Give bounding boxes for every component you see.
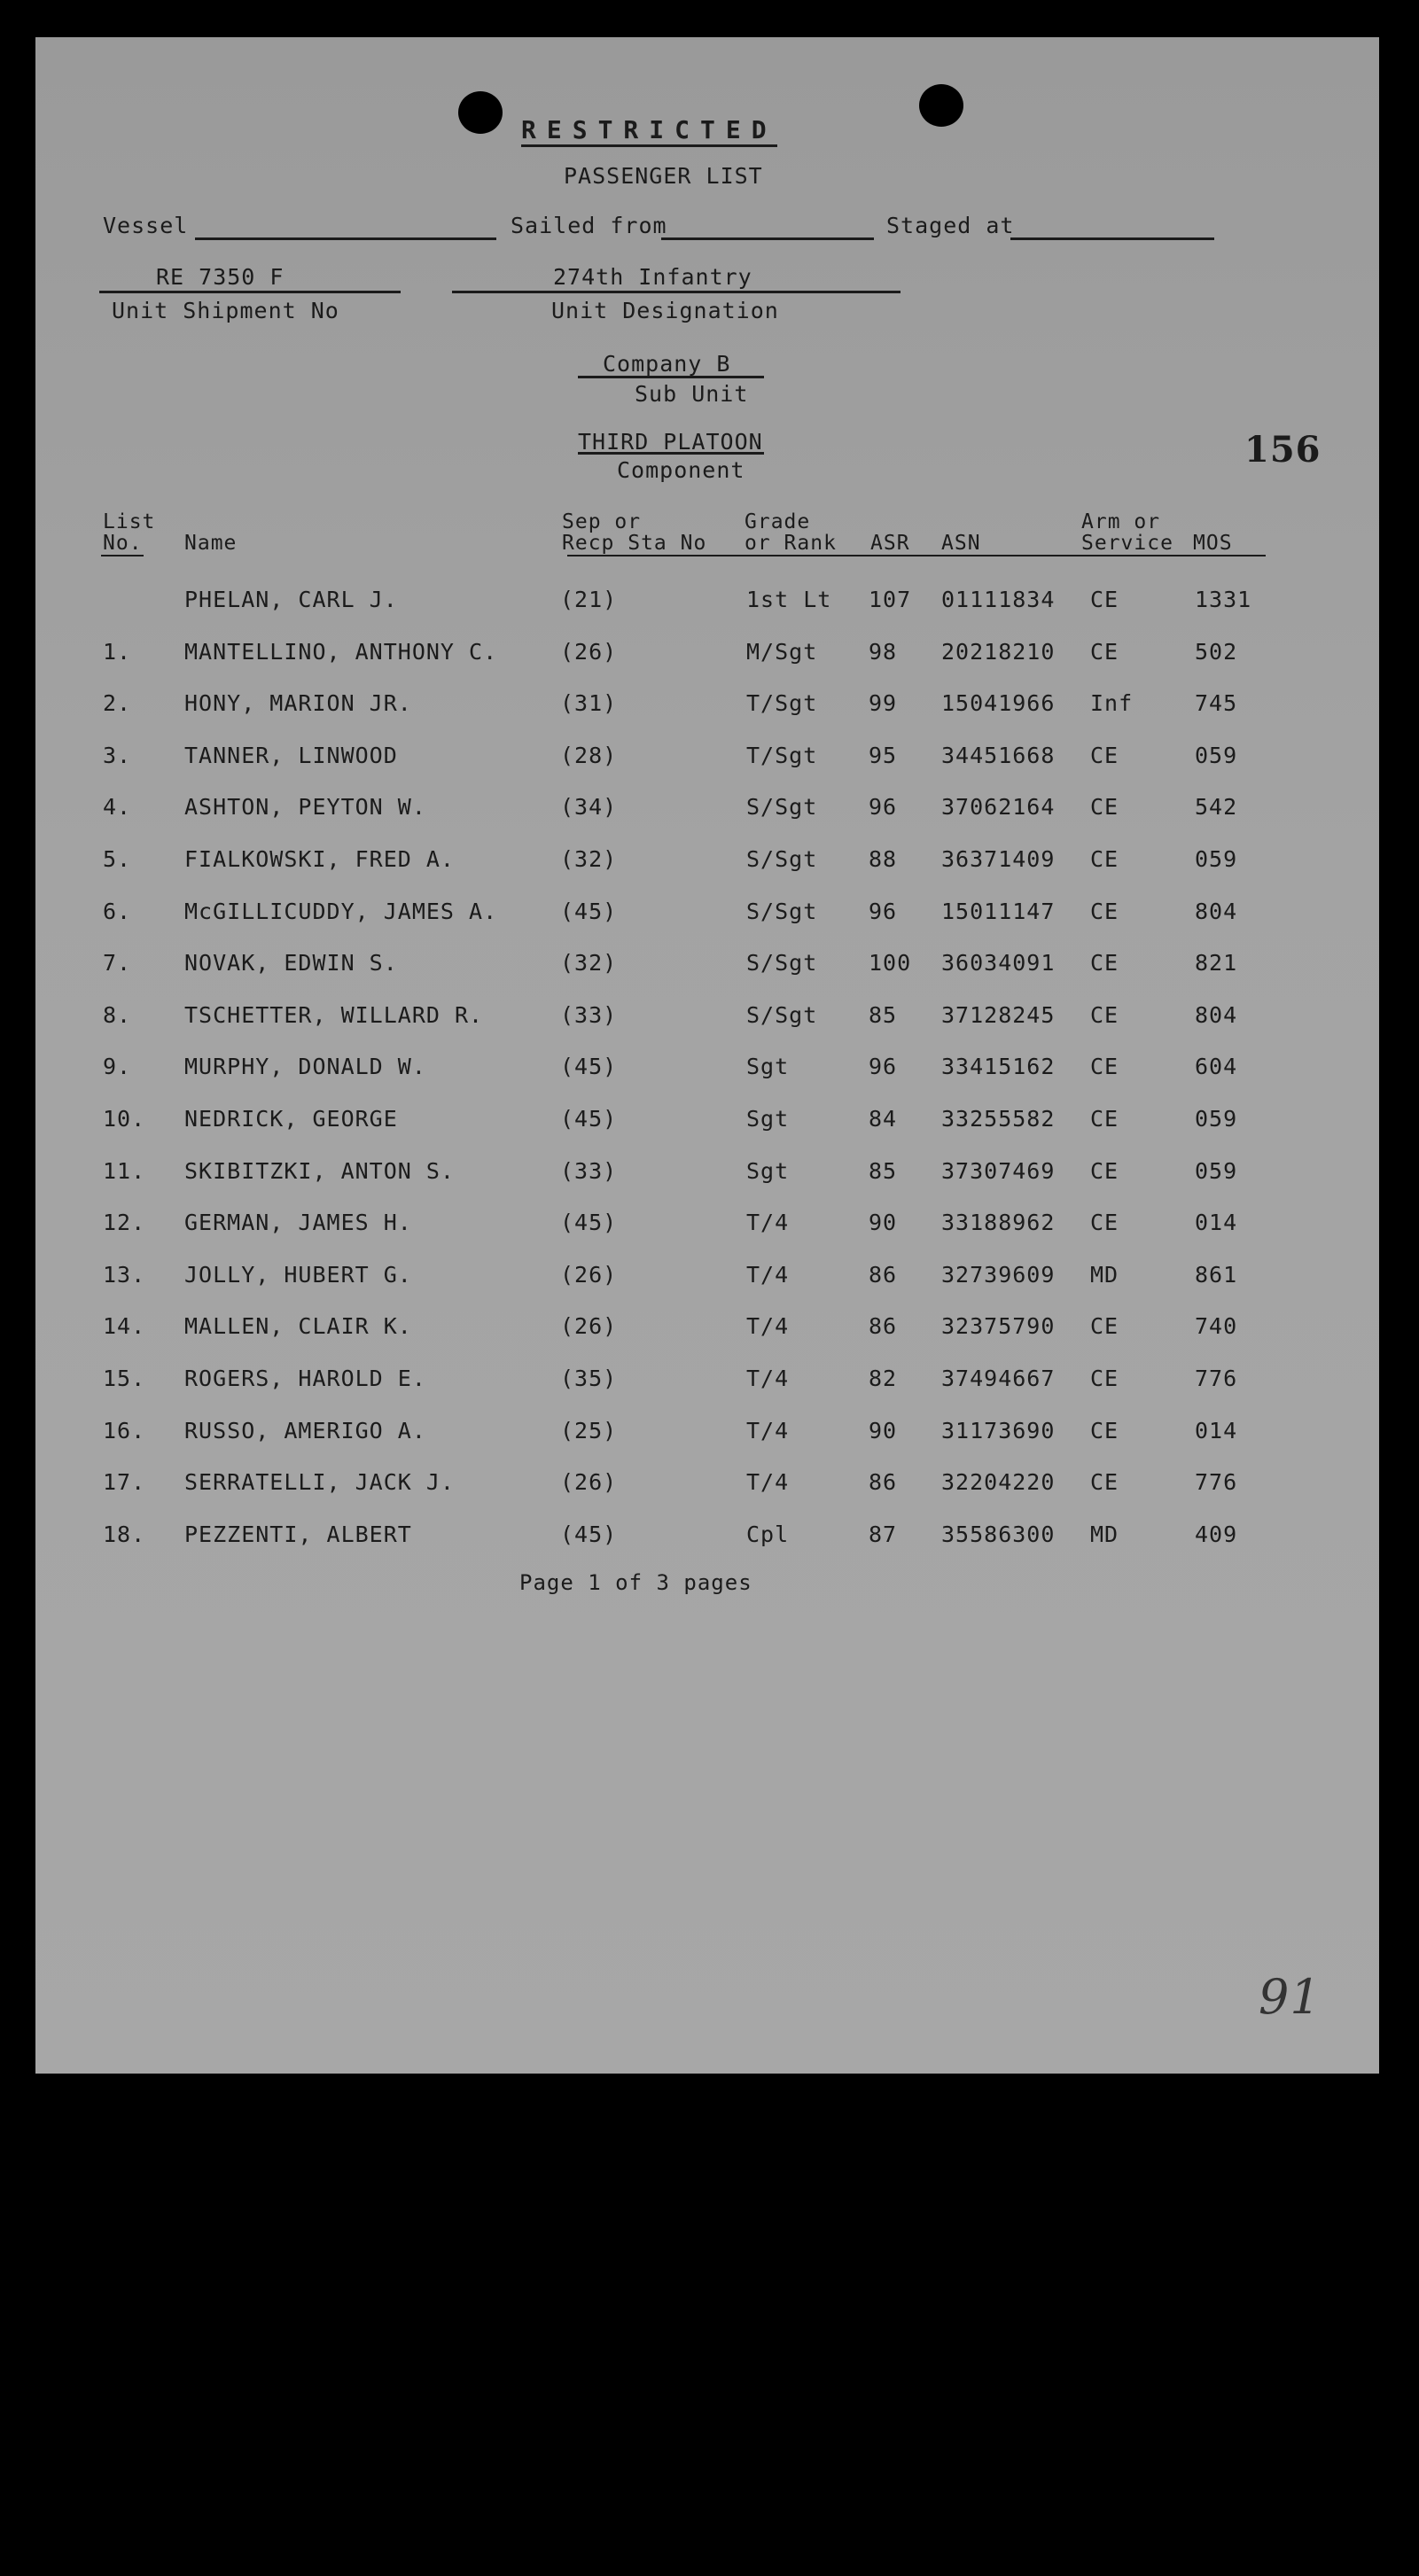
row-asn: 20218210 [941,638,1056,665]
row-grade: S/Sgt [746,794,818,821]
row-grade: T/4 [746,1366,790,1391]
row-grade: Sgt [746,1157,790,1184]
row-mos: 804 [1195,898,1238,924]
row-asn: 33255582 [941,1106,1056,1132]
page-number: 156 [1244,429,1322,471]
row-mos: 604 [1195,1054,1238,1080]
row-grade: T/Sgt [746,742,818,768]
row-grade: 1st Lt [746,587,832,612]
list-no-underline [101,555,144,556]
row-name: TANNER, LINWOOD [184,742,398,768]
row-sep-station: (26) [560,1261,618,1288]
row-mos: 745 [1195,690,1238,717]
row-grade: M/Sgt [746,638,818,665]
row-sep-station: (21) [560,587,618,612]
row-asr: 84 [869,1106,898,1132]
row-list-no: 18. [103,1521,146,1547]
row-asr: 86 [869,1261,898,1288]
row-sep-station: (45) [560,1054,618,1080]
row-name: PHELAN, CARL J. [184,587,398,612]
row-name: RUSSO, AMERIGO A. [184,1417,426,1444]
row-sep-station: (45) [560,898,618,924]
col-list-no-line2: No. [103,532,143,555]
row-name: GERMAN, JAMES H. [184,1210,412,1236]
row-arm-service: CE [1090,1210,1119,1236]
col-sep-line2: Recp Sta No [562,532,707,555]
list-title: PASSENGER LIST [564,163,763,189]
row-asn: 31173690 [941,1417,1056,1444]
row-arm-service: CE [1090,1313,1119,1340]
row-grade: Sgt [746,1106,790,1132]
col-list-no-line1: List [103,510,156,533]
row-asn: 36371409 [941,846,1056,872]
row-asr: 86 [869,1469,898,1496]
row-mos: 059 [1195,742,1238,768]
row-arm-service: CE [1090,1001,1119,1028]
row-mos: 821 [1195,950,1238,977]
row-name: MANTELLINO, ANTHONY C. [184,638,498,665]
row-sep-station: (45) [560,1106,618,1132]
row-name: SKIBITZKI, ANTON S. [184,1157,455,1184]
unit-shipment-line [99,291,401,293]
col-grade-line1: Grade [745,510,811,533]
row-name: NOVAK, EDWIN S. [184,950,398,977]
component-label: Component [617,457,745,483]
row-sep-station: (33) [560,1157,618,1184]
row-mos: 776 [1195,1469,1238,1496]
sub-unit-line [578,376,764,378]
row-name: ASHTON, PEYTON W. [184,794,426,821]
row-list-no: 8. [103,1001,132,1028]
row-grade: T/4 [746,1313,790,1340]
row-name: MALLEN, CLAIR K. [184,1313,412,1340]
row-mos: 1331 [1195,587,1252,612]
row-asn: 33415162 [941,1054,1056,1080]
handwritten-number: 91 [1259,1969,1322,2025]
row-asn: 32739609 [941,1261,1056,1288]
row-sep-station: (32) [560,846,618,872]
punch-hole-right [919,84,963,127]
row-grade: Cpl [746,1521,790,1547]
row-name: ROGERS, HAROLD E. [184,1366,426,1391]
row-asr: 90 [869,1210,898,1236]
row-asn: 32204220 [941,1469,1056,1496]
component-line [578,452,764,455]
row-name: JOLLY, HUBERT G. [184,1261,412,1288]
row-grade: T/4 [746,1210,790,1236]
row-list-no: 9. [103,1054,132,1080]
row-asr: 98 [869,638,898,665]
row-asr: 86 [869,1313,898,1340]
row-arm-service: CE [1090,794,1119,821]
unit-shipment-number: RE 7350 F [156,264,285,290]
row-sep-station: (45) [560,1210,618,1236]
row-arm-service: MD [1090,1521,1119,1547]
row-mos: 059 [1195,1157,1238,1184]
row-arm-service: CE [1090,950,1119,977]
row-grade: S/Sgt [746,898,818,924]
row-mos: 776 [1195,1366,1238,1391]
sailed-from-label: Sailed from [511,213,667,238]
row-list-no: 4. [103,794,132,821]
row-asn: 15041966 [941,690,1056,717]
row-sep-station: (28) [560,742,618,768]
row-list-no: 12. [103,1210,146,1236]
row-arm-service: CE [1090,1054,1119,1080]
row-arm-service: CE [1090,846,1119,872]
row-asr: 100 [869,950,912,977]
row-name: TSCHETTER, WILLARD R. [184,1001,484,1028]
row-mos: 059 [1195,846,1238,872]
row-list-no: 13. [103,1261,146,1288]
row-sep-station: (26) [560,1469,618,1496]
row-asn: 15011147 [941,898,1056,924]
row-asr: 87 [869,1521,898,1547]
row-list-no: 15. [103,1366,146,1391]
col-arm-line1: Arm or [1081,510,1161,533]
row-arm-service: CE [1090,587,1119,612]
col-asr: ASR [870,532,910,555]
row-list-no: 14. [103,1313,146,1340]
row-asr: 96 [869,898,898,924]
row-arm-service: CE [1090,1417,1119,1444]
row-asr: 107 [869,587,912,612]
row-list-no: 7. [103,950,132,977]
row-asr: 82 [869,1366,898,1391]
row-name: MURPHY, DONALD W. [184,1054,426,1080]
row-grade: S/Sgt [746,950,818,977]
restricted-stamp: RESTRICTED [521,115,777,147]
row-grade: S/Sgt [746,846,818,872]
row-arm-service: CE [1090,1106,1119,1132]
row-asn: 37128245 [941,1001,1056,1028]
col-sep-line1: Sep or [562,510,642,533]
row-list-no: 10. [103,1106,146,1132]
row-mos: 409 [1195,1521,1238,1547]
col-name: Name [184,532,238,555]
row-arm-service: CE [1090,638,1119,665]
row-asn: 33188962 [941,1210,1056,1236]
row-name: SERRATELLI, JACK J. [184,1469,455,1496]
unit-designation: 274th Infantry [553,264,752,290]
row-asr: 96 [869,1054,898,1080]
col-arm-line2: Service [1081,532,1173,555]
row-arm-service: CE [1090,742,1119,768]
row-asn: 35586300 [941,1521,1056,1547]
row-asn: 34451668 [941,742,1056,768]
row-sep-station: (35) [560,1366,618,1391]
row-grade: T/Sgt [746,690,818,717]
vessel-blank [195,237,496,240]
row-sep-station: (25) [560,1417,618,1444]
row-asr: 85 [869,1001,898,1028]
page-of-pages: Page 1 of 3 pages [519,1570,752,1595]
row-asn: 37494667 [941,1366,1056,1391]
row-list-no: 16. [103,1417,146,1444]
row-name: NEDRICK, GEORGE [184,1106,398,1132]
row-name: FIALKOWSKI, FRED A. [184,846,455,872]
row-list-no: 2. [103,690,132,717]
row-sep-station: (32) [560,950,618,977]
row-asr: 95 [869,742,898,768]
staged-at-label: Staged at [886,213,1015,238]
col-asn: ASN [941,532,981,555]
row-list-no: 3. [103,742,132,768]
row-list-no: 5. [103,846,132,872]
row-asn: 32375790 [941,1313,1056,1340]
row-arm-service: CE [1090,898,1119,924]
row-asr: 85 [869,1157,898,1184]
row-arm-service: Inf [1090,690,1134,717]
vessel-label: Vessel [103,213,189,238]
unit-designation-label: Unit Designation [551,298,779,323]
unit-designation-line [452,291,901,293]
row-mos: 740 [1195,1313,1238,1340]
row-list-no: 17. [103,1469,146,1496]
sub-unit-label: Sub Unit [635,381,749,407]
row-sep-station: (34) [560,794,618,821]
row-asn: 37062164 [941,794,1056,821]
document-page [35,37,1379,2074]
row-asn: 37307469 [941,1157,1056,1184]
row-list-no: 11. [103,1157,146,1184]
row-asr: 90 [869,1417,898,1444]
row-mos: 804 [1195,1001,1238,1028]
punch-hole-left [458,91,503,134]
row-mos: 502 [1195,638,1238,665]
component: THIRD PLATOON [578,429,763,455]
row-sep-station: (26) [560,638,618,665]
row-mos: 542 [1195,794,1238,821]
row-name: McGILLICUDDY, JAMES A. [184,898,498,924]
row-mos: 014 [1195,1417,1238,1444]
row-mos: 861 [1195,1261,1238,1288]
row-grade: S/Sgt [746,1001,818,1028]
row-asn: 01111834 [941,587,1056,612]
row-arm-service: CE [1090,1469,1119,1496]
row-arm-service: MD [1090,1261,1119,1288]
sub-unit: Company B [603,351,731,377]
col-grade-line2: or Rank [745,532,837,555]
staged-at-blank [1010,237,1214,240]
row-grade: Sgt [746,1054,790,1080]
row-grade: T/4 [746,1417,790,1444]
row-asr: 88 [869,846,898,872]
row-list-no: 6. [103,898,132,924]
row-asr: 99 [869,690,898,717]
row-name: PEZZENTI, ALBERT [184,1521,412,1547]
row-sep-station: (26) [560,1313,618,1340]
row-list-no: 1. [103,638,132,665]
row-asn: 36034091 [941,950,1056,977]
col-mos: MOS [1193,532,1233,555]
sailed-from-blank [661,237,874,240]
row-sep-station: (31) [560,690,618,717]
row-mos: 014 [1195,1210,1238,1236]
row-mos: 059 [1195,1106,1238,1132]
unit-shipment-label: Unit Shipment No [112,298,339,323]
row-grade: T/4 [746,1469,790,1496]
row-name: HONY, MARION JR. [184,690,412,717]
row-sep-station: (45) [560,1521,618,1547]
row-asr: 96 [869,794,898,821]
row-grade: T/4 [746,1261,790,1288]
row-sep-station: (33) [560,1001,618,1028]
header-underline [567,555,1266,556]
row-arm-service: CE [1090,1366,1119,1391]
row-arm-service: CE [1090,1157,1119,1184]
